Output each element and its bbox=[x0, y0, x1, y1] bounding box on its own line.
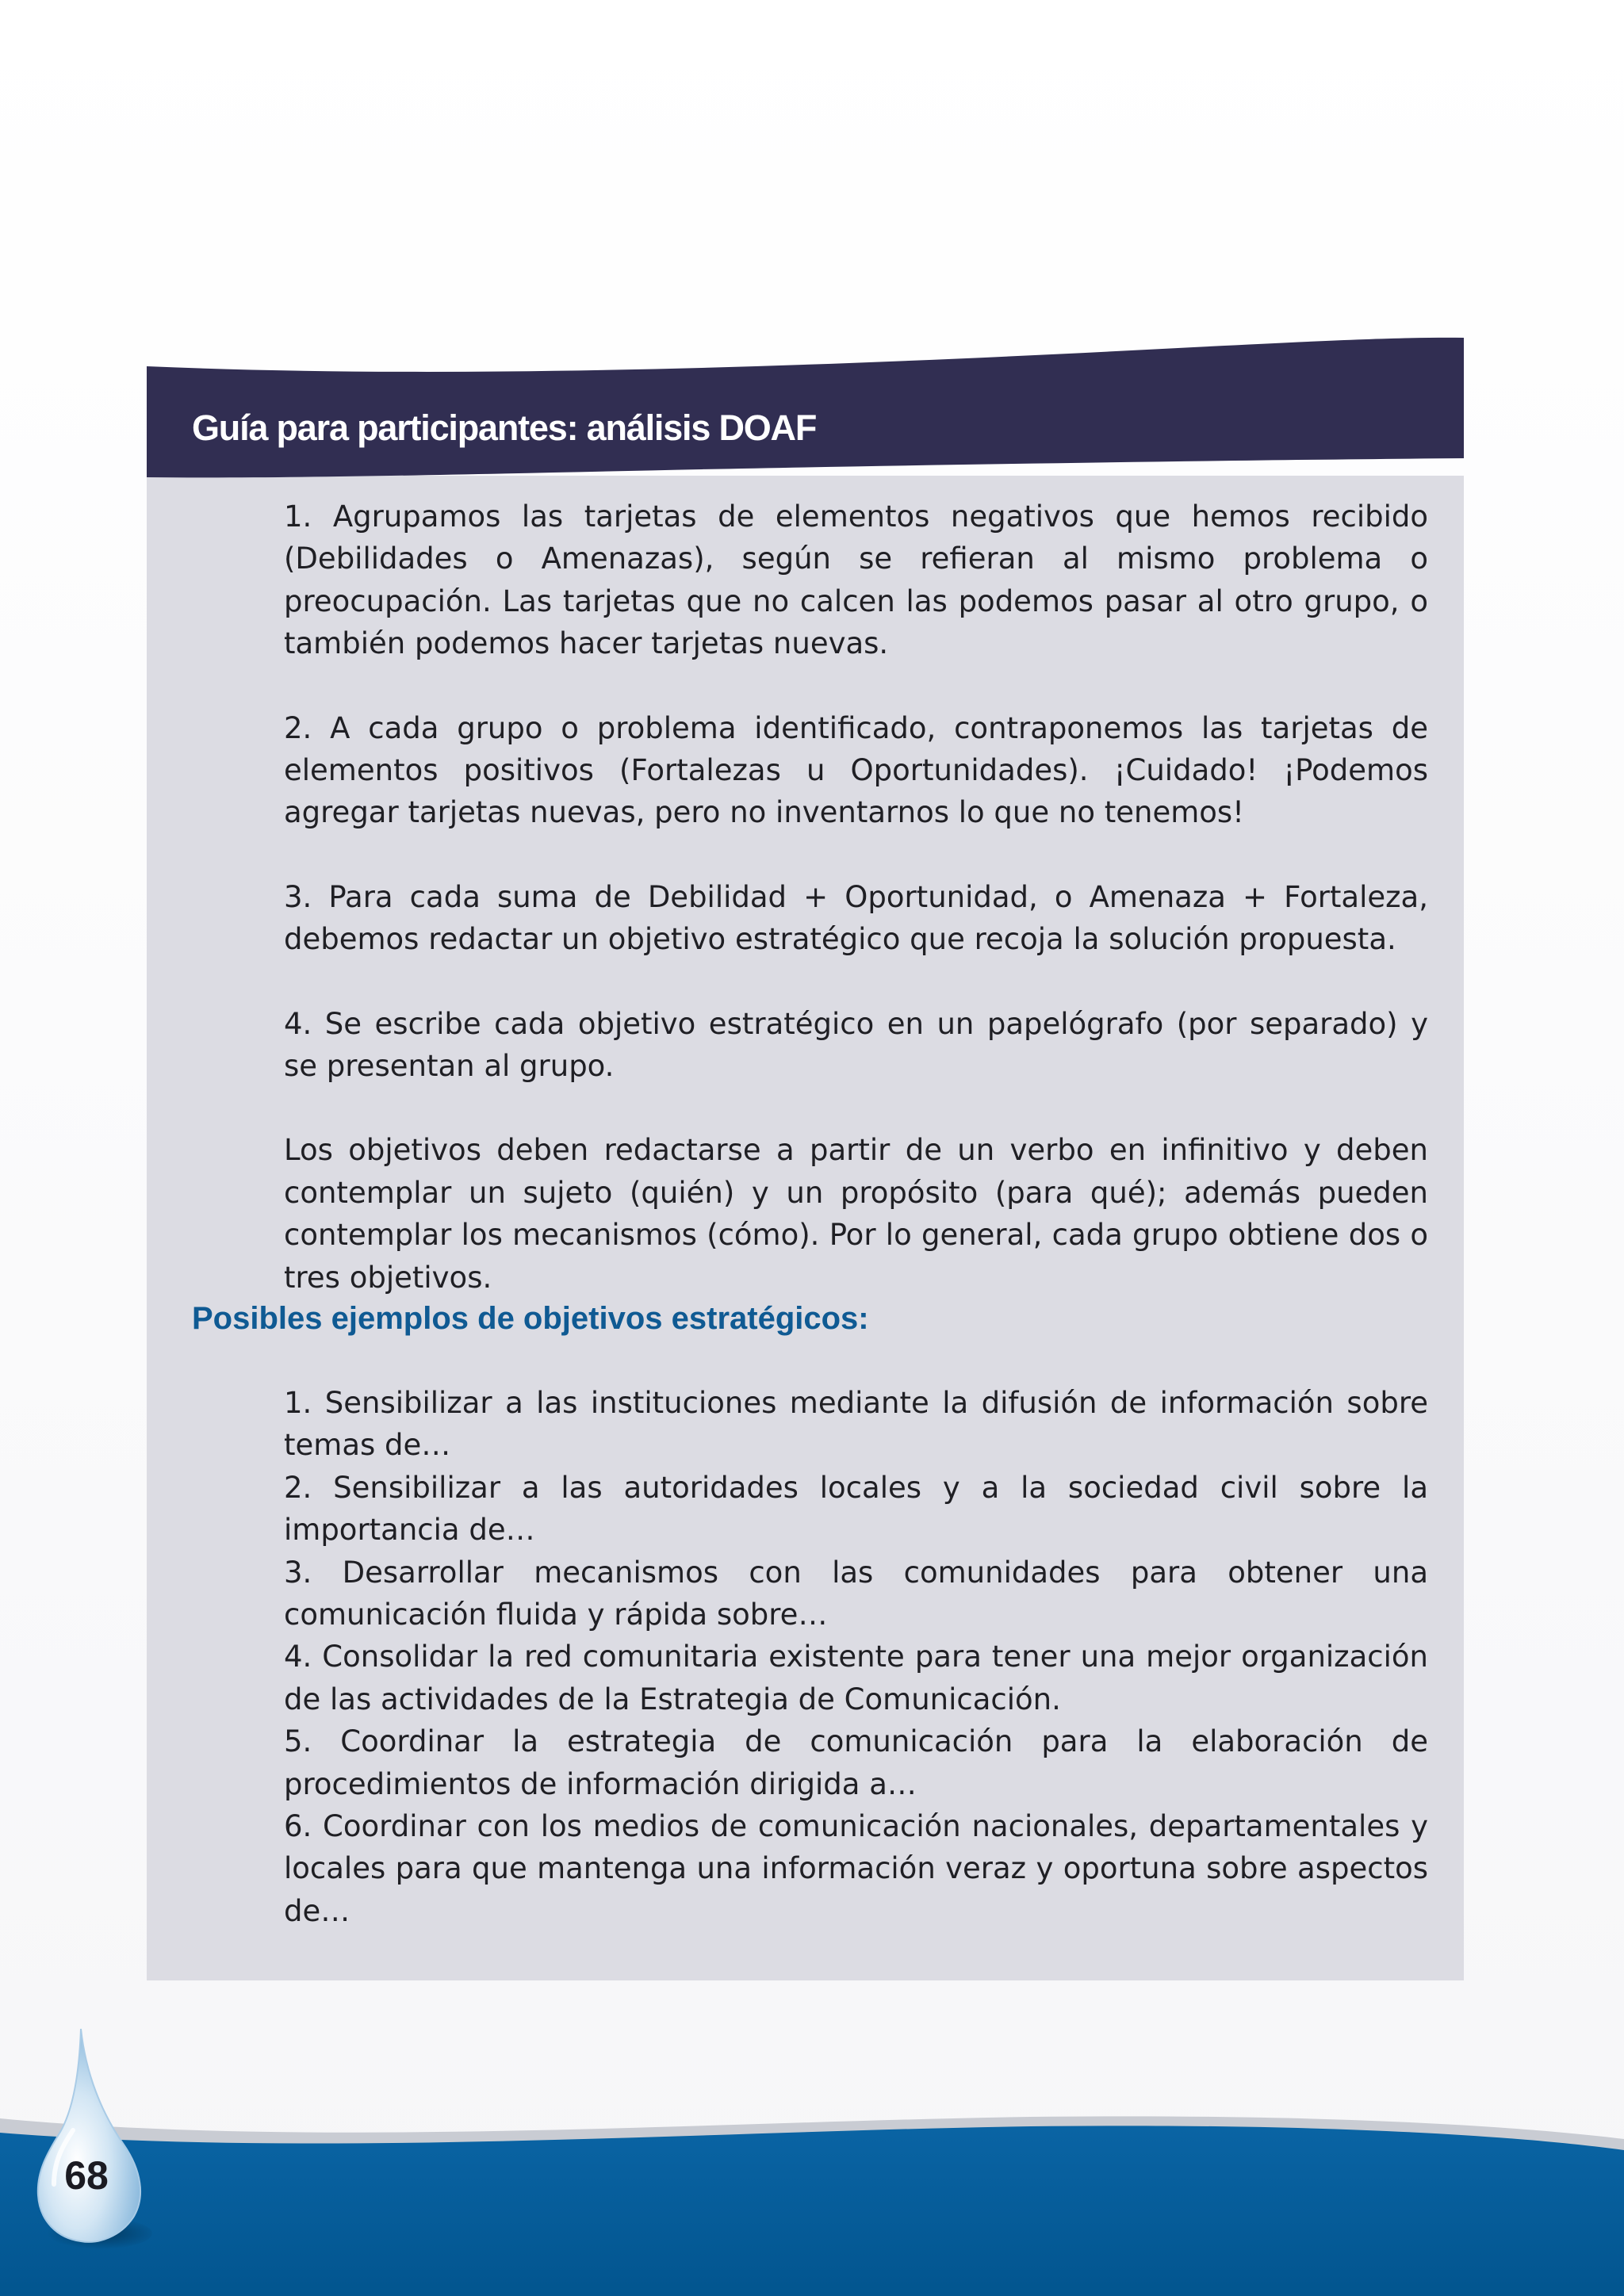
examples-list bbox=[284, 1382, 1428, 1932]
water-drop-icon bbox=[30, 2026, 152, 2252]
instruction-step: 2. A cada grupo o problema identificado, contraponemos las tarjetas de elementos positivos (Fortalezas u Oportunidades). ¡Cuidado! ¡Podemos agregar tarjetas nuevas, pero no inventarnos lo que no tenemos! bbox=[284, 710, 1428, 830]
instruction-step: 1. Agrupamos las tarjetas de elementos negativos que hemos recibido (Debilidades o Amenazas), según se refieran al mismo problema o preocupación. Las tarjetas que no calcen las podemos pasar al otro grupo, o también podemos hacer tarjetas nuevas. bbox=[284, 499, 1428, 661]
list-item: 2. Sensibilizar a las autoridades locales y a la sociedad civil sobre la importancia de… bbox=[284, 1470, 1428, 1548]
instruction-step: 4. Se escribe cada objetivo estratégico en un papelógrafo (por separado) y se presentan al grupo. bbox=[284, 1006, 1428, 1084]
examples-title: Posibles ejemplos de objetivos estratégicos: bbox=[192, 1301, 869, 1336]
list-item: 6. Coordinar con los medios de comunicación nacionales, departamentales y locales para que mantenga una información veraz y oportuna sobre aspectos de… bbox=[284, 1809, 1428, 1928]
footer-wave bbox=[0, 2093, 1624, 2296]
list-item: 4. Consolidar la red comunitaria existente para tener una mejor organización de las actividades de la Estrategia de Comunicación. bbox=[284, 1640, 1428, 1716]
page-title: Guía para participantes: análisis DOAF bbox=[192, 408, 817, 448]
page-number: 68 bbox=[64, 2153, 109, 2198]
instruction-step: 3. Para cada suma de Debilidad + Oportunidad, o Amenaza + Fortaleza, debemos redactar un objetivo estratégico que recoja la solución propuesta. bbox=[284, 879, 1428, 957]
list-item: 3. Desarrollar mecanismos con las comunidades para obtener una comunicación fluida y rápida sobre… bbox=[284, 1555, 1428, 1632]
instructions-list bbox=[284, 496, 1428, 1299]
list-item: 1. Sensibilizar a las instituciones mediante la difusión de información sobre temas de… bbox=[284, 1386, 1428, 1463]
instruction-note: Los objetivos deben redactarse a partir de un verbo en infinitivo y deben contemplar un sujeto (quién) y un propósito (para qué); además pueden contemplar los mecanismos (cómo). Por lo general, cada grupo obtiene dos o tres objetivos. bbox=[284, 1133, 1428, 1295]
list-item: 5. Coordinar la estrategia de comunicación para la elaboración de procedimientos de información dirigida a… bbox=[284, 1724, 1428, 1801]
